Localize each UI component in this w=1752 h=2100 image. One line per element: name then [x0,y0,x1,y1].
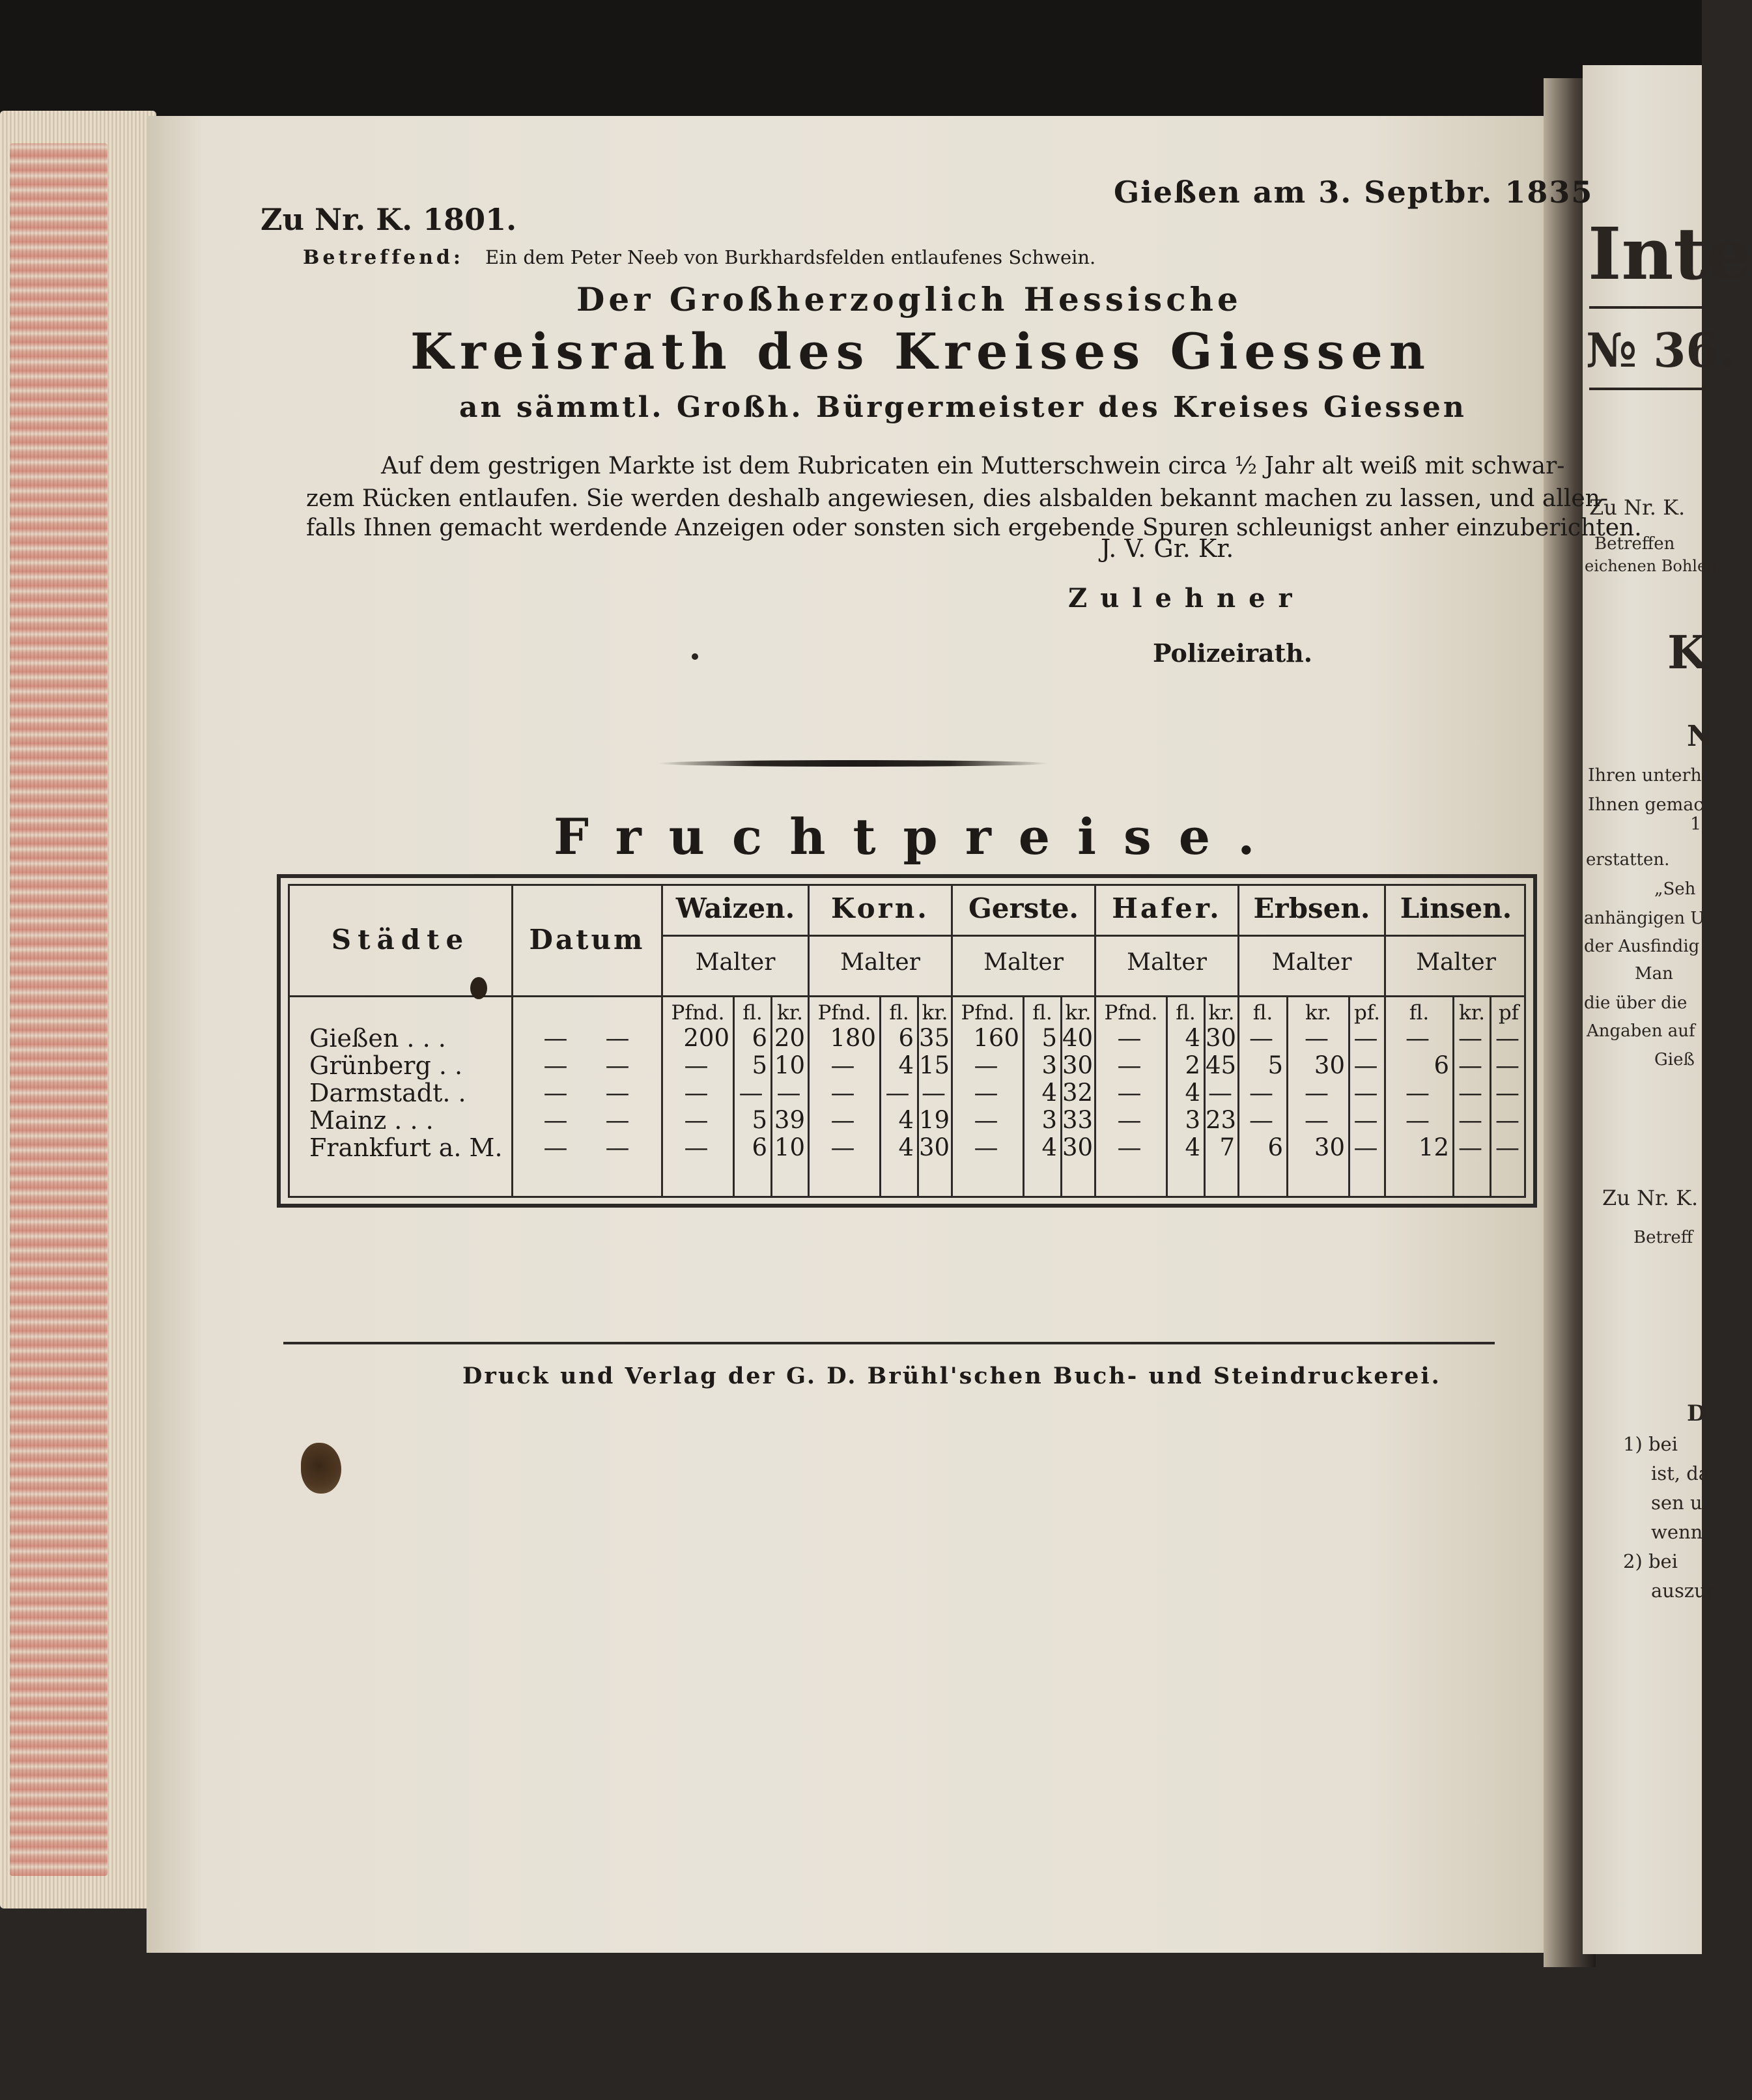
signature-name: Zulehner [1068,583,1305,614]
city-name: Frankfurt a. M. [309,1133,503,1162]
subunit-kr: kr. [1458,1001,1486,1025]
price-cell: — [1208,1079,1232,1107]
price-cell: — [684,1051,709,1079]
imprint: Druck und Verlag der G. D. Brühl'schen Buch- und Steindruckerei. [462,1363,1441,1389]
authority-line-3: an sämmtl. Großh. Bürgermeister des Kreises Giessen [459,391,1467,424]
city-name: Gießen . . . [309,1024,446,1053]
subunit-pfnd: Pfnd. [671,1001,725,1025]
background-dark [0,0,1702,124]
price-cell: 7 [1219,1133,1235,1161]
unit-malter: Malter [983,949,1064,976]
datum-cell: — [543,1106,568,1134]
price-cell: — [974,1051,998,1079]
subunit-pfnd: Pfnd. [961,1001,1015,1025]
datum-cell: — [605,1133,630,1161]
price-cell: — [1117,1024,1142,1052]
price-cell: 3 [1041,1106,1057,1134]
col-header-linsen: Linsen. [1400,892,1512,924]
next-page-title: Inte [1588,212,1752,296]
price-cell: 6 [752,1133,767,1161]
next-page-line: die über die [1584,993,1688,1013]
next-page-rule-2 [1589,388,1706,390]
subunit-pfnd: Pfnd. [1104,1001,1158,1025]
price-cell: 200 [683,1024,729,1052]
price-cell: 6 [1434,1051,1449,1079]
body-line-2: zem Rücken entlaufen. Sie werden deshalb angewiesen, dies alsbalden bekannt machen zu lassen, und allen- [306,485,1608,512]
subject-text: Ein dem Peter Neeb von Burkhardsfelden entlaufenes Schwein. [485,246,1096,268]
price-cell: — [885,1079,910,1107]
price-cell: — [1305,1106,1329,1134]
price-cell: 4 [898,1133,914,1161]
price-cell: 23 [1206,1106,1237,1134]
authority-line-2: Kreisrath des Kreises Giessen [410,322,1432,380]
price-cell: 30 [1062,1133,1094,1161]
price-cell: 5 [1267,1051,1283,1079]
next-page-line: 1 [1690,814,1702,834]
price-cell: 30 [1314,1051,1345,1079]
price-cell: 4 [1185,1133,1200,1161]
price-cell: — [1249,1106,1273,1134]
next-page-line: auszur [1651,1580,1716,1602]
unit-malter: Malter [1127,949,1207,976]
reference-number: Zu Nr. K. 1801. [261,202,517,237]
col-header-datum: Datum [529,924,645,956]
next-page-line: N [1687,720,1714,753]
prices-title: Fruchtpreise. [554,808,1282,866]
subunit-pf: pf. [1353,1001,1381,1025]
next-page-line: erstatten. [1586,850,1670,870]
price-cell: — [1117,1079,1142,1107]
price-cell: — [1495,1051,1519,1079]
price-cell: — [1353,1079,1378,1107]
grid-line [661,935,1526,937]
next-page-line: ist, da [1651,1462,1710,1484]
price-cell: — [1495,1079,1519,1107]
subunit-fl: fl. [889,1001,909,1025]
col-header-gerste: Gerste. [968,892,1079,924]
unit-malter: Malter [840,949,920,976]
col-header-korn: Korn. [831,892,929,924]
price-cell: 4 [898,1051,914,1079]
datum-cell: — [605,1024,630,1052]
price-cell: 4 [1041,1079,1057,1107]
price-cell: 30 [919,1133,950,1161]
price-cell: — [1406,1024,1430,1052]
price-cell: 30 [1062,1051,1094,1079]
subunit-fl: fl. [1252,1001,1273,1025]
price-cell: — [1249,1024,1273,1052]
next-page-line: Betreff [1633,1228,1693,1247]
next-page-number: № 36. [1586,322,1735,378]
price-cell: — [1458,1024,1482,1052]
price-cell: 40 [1062,1024,1094,1052]
next-page-line: Zu Nr. K. [1589,495,1686,520]
price-cell: 33 [1062,1106,1094,1134]
price-cell: — [684,1079,709,1107]
price-cell: 5 [752,1051,767,1079]
next-page-line: Zu Nr. K. [1602,1185,1699,1210]
unit-malter: Malter [1416,949,1496,976]
price-cell: — [776,1079,801,1107]
price-cell: — [1406,1106,1430,1134]
datum-cell: — [543,1079,568,1107]
next-page-line: Betreffen [1594,534,1675,554]
price-cell: 4 [1041,1133,1057,1161]
col-header-hafer: Hafer. [1112,892,1222,924]
price-cell: — [684,1106,709,1134]
subunit-pf: pf [1498,1001,1519,1025]
body-line-3: falls Ihnen gemacht werdende Anzeigen oder sonsten sich ergebende Spuren schleunigst anher einzuberichten. [306,515,1642,541]
price-cell: 10 [774,1051,805,1079]
next-page-line: der Ausfindig [1584,937,1700,956]
city-name: Grünberg . . [309,1051,463,1080]
col-header-waizen: Waizen. [675,892,795,924]
next-page-line: Ihnen gemac [1588,795,1704,815]
next-page-rule [1589,306,1706,309]
subunit-fl: fl. [1176,1001,1196,1025]
next-page-line: sen u [1651,1492,1703,1514]
datum-cell: — [605,1079,630,1107]
subunit-fl: fl. [742,1001,763,1025]
price-cell: 2 [1185,1051,1200,1079]
city-name: Mainz . . . [309,1106,434,1135]
price-cell: — [1458,1133,1482,1161]
price-cell: — [830,1106,855,1134]
next-page-line: Angaben auf [1587,1021,1695,1041]
next-page-line: 1) bei [1623,1433,1678,1455]
subunit-kr: kr. [776,1001,804,1025]
price-cell: 4 [1185,1024,1200,1052]
price-cell: 3 [1041,1051,1057,1079]
datum-cell: — [605,1106,630,1134]
price-cell: 6 [752,1024,767,1052]
next-page-line: 2) bei [1623,1550,1678,1572]
price-cell: — [1495,1024,1519,1052]
datum-cell: — [543,1051,568,1079]
price-cell: — [830,1079,855,1107]
price-cell: 20 [774,1024,805,1052]
ink-dot [692,653,698,660]
price-cell: 6 [1267,1133,1283,1161]
price-cell: — [1458,1106,1482,1134]
col-header-staedte: Städte [331,924,470,956]
price-cell: — [1458,1051,1482,1079]
price-cell: — [974,1106,998,1134]
signature-title: Polizeirath. [1153,638,1313,668]
subunit-kr: kr. [1065,1001,1092,1025]
next-page-line: anhängigen U [1584,909,1705,928]
price-cell: — [1406,1079,1430,1107]
datum-cell: — [543,1024,568,1052]
price-cell: — [830,1051,855,1079]
subunit-kr: kr. [922,1001,948,1025]
unit-malter: Malter [1271,949,1352,976]
next-page-line: K [1667,625,1707,679]
price-cell: — [1117,1133,1142,1161]
price-cell: — [1117,1051,1142,1079]
price-cell: — [739,1079,763,1107]
price-cell: 45 [1206,1051,1237,1079]
price-cell: 4 [1185,1079,1200,1107]
price-cell: — [830,1133,855,1161]
col-header-erbsen: Erbsen. [1253,892,1370,924]
datum-cell: — [543,1133,568,1161]
subject-label: Betreffend: [303,246,464,269]
red-sprinkled-edge [10,143,107,1876]
price-cell: — [1353,1106,1378,1134]
price-cell: 160 [973,1024,1019,1052]
subunit-kr: kr. [1305,1001,1332,1025]
footer-rule [283,1342,1495,1344]
datum-cell: — [605,1051,630,1079]
next-page [1583,65,1752,1954]
price-cell: 6 [898,1024,914,1052]
price-cell: — [922,1079,946,1107]
price-cell: — [684,1133,709,1161]
price-cell: — [974,1133,998,1161]
price-cell: 39 [774,1106,805,1134]
next-page-line: Man [1635,964,1673,984]
price-cell: — [1495,1106,1519,1134]
price-cell: 5 [752,1106,767,1134]
price-cell: — [1305,1079,1329,1107]
price-cell: 35 [919,1024,950,1052]
separator-ornament [658,760,1049,767]
subunit-fl: fl. [1032,1001,1053,1025]
price-cell: — [1495,1133,1519,1161]
price-cell: 32 [1062,1079,1094,1107]
unit-malter: Malter [695,949,776,976]
price-cell: — [1117,1106,1142,1134]
price-cell: 10 [774,1133,805,1161]
price-cell: — [974,1079,998,1107]
price-cell: 30 [1314,1133,1345,1161]
next-page-line: „Seh [1654,879,1696,899]
next-page-line: eichenen Bohlen. [1585,557,1722,575]
price-cell: 5 [1041,1024,1057,1052]
next-page-line: Ihren unterh [1588,765,1702,786]
price-cell: 15 [919,1051,950,1079]
price-cell: 3 [1185,1106,1200,1134]
price-cell: 180 [830,1024,876,1052]
next-page-line: D [1687,1400,1706,1426]
paper-stain [301,1443,341,1494]
price-cell: — [1353,1024,1378,1052]
price-cell: — [1458,1079,1482,1107]
price-cell: 30 [1206,1024,1237,1052]
authority-line-1: Der Großherzoglich Hessische [576,280,1242,319]
price-cell: — [1249,1079,1273,1107]
price-cell: — [1353,1051,1378,1079]
subunit-fl: fl. [1409,1001,1430,1025]
price-cell: 4 [898,1106,914,1134]
subunit-pfnd: Pfnd. [817,1001,871,1025]
ink-stain [470,977,487,999]
price-cell: — [1305,1024,1329,1052]
price-cell: — [1353,1133,1378,1161]
body-line-1: Auf dem gestrigen Markte ist dem Rubricaten ein Mutterschwein circa ½ Jahr alt weiß mit schwar- [381,453,1565,479]
price-cell: 12 [1418,1133,1449,1161]
city-name: Darmstadt. . [309,1079,466,1107]
next-page-line: wenn [1651,1521,1703,1543]
price-cell: 19 [919,1106,950,1134]
signature-abbreviation: J. V. Gr. Kr. [1101,534,1234,563]
subunit-kr: kr. [1208,1001,1235,1025]
place-and-date: Gießen am 3. Septbr. 1835 [1114,175,1594,210]
next-page-line: Gieß [1654,1050,1695,1070]
